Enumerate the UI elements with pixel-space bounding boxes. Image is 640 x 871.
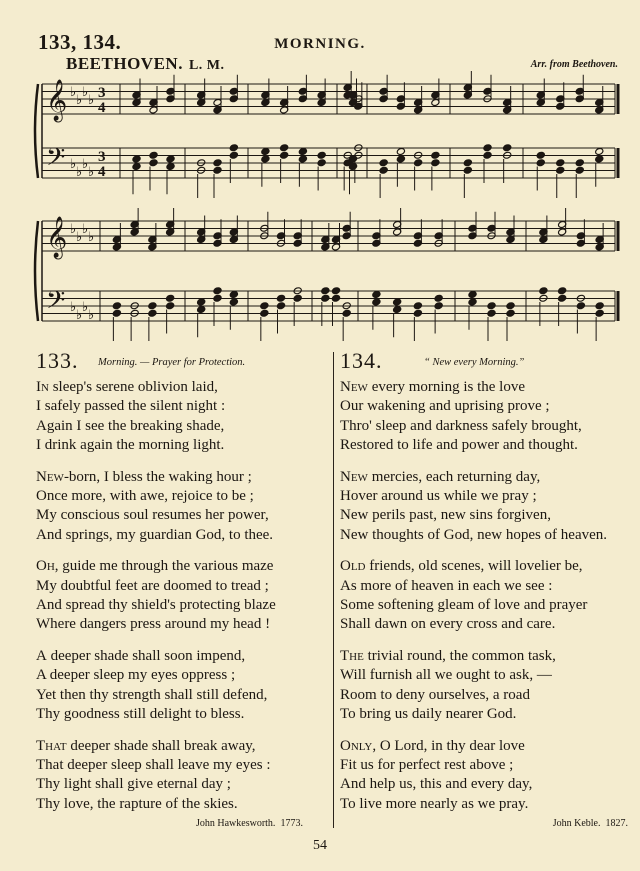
note-head [149, 159, 158, 167]
page-title: MORNING. [274, 36, 366, 52]
note-head [536, 151, 545, 159]
note-head [487, 309, 496, 317]
note-head [506, 309, 515, 317]
note-head [260, 309, 269, 317]
brace [35, 221, 38, 321]
sheet-music [0, 0, 640, 345]
verse-line: Yet then thy strength shall still defend, [36, 686, 268, 703]
hymn-caption: Morning. — Prayer for Protection. [98, 357, 246, 368]
note-head [213, 159, 222, 167]
note-head [506, 302, 515, 310]
flat-icon: ♭ [70, 85, 77, 100]
bass-clef-icon: 𝄢 [46, 143, 66, 178]
tune-name: BEETHOVEN. [66, 54, 183, 73]
author-hymn-134 [553, 818, 628, 829]
verse-line: Shall dawn on every cross and care. [340, 616, 556, 633]
note-head [229, 151, 238, 159]
flat-icon: ♭ [76, 93, 83, 108]
note-head [413, 302, 422, 310]
author-hymn-133 [196, 818, 303, 829]
note-head [393, 298, 402, 306]
note-head [149, 151, 158, 159]
initial-word: Oh [36, 558, 55, 575]
stanza [36, 737, 326, 815]
verse-line: Room to deny ourselves, a road [340, 686, 530, 703]
initial-word: New [36, 468, 64, 485]
author-year: 1773. [280, 818, 303, 829]
verse-line: To bring us daily nearer God. [340, 706, 517, 723]
note-head [431, 159, 440, 167]
note-head [575, 159, 584, 167]
verse-line: My conscious soul resumes her power, [36, 507, 269, 524]
flat-icon: ♭ [82, 222, 89, 237]
bass-clef-icon: 𝄢 [46, 286, 66, 321]
hymn-number: 134. [340, 348, 383, 373]
note-head [556, 159, 565, 167]
initial-word: Only [340, 737, 373, 754]
note-head [372, 291, 381, 299]
verse-line: New mercies, each returning day, [340, 468, 541, 485]
note-head [261, 155, 270, 163]
flat-icon: ♭ [76, 230, 83, 245]
note-head [539, 287, 548, 295]
note-head [276, 302, 285, 310]
flat-icon: ♭ [82, 157, 89, 172]
flat-icon: ♭ [76, 308, 83, 323]
verse-line: I safely passed the silent night : [36, 398, 226, 415]
verse-line: Our wakening and uprising prove ; [340, 398, 550, 415]
note-head [396, 148, 405, 156]
author-name: John Hawkesworth. [196, 818, 276, 829]
stanza [36, 468, 326, 546]
arranger: Arr. from Beethoven. [530, 59, 618, 70]
hymn-caption: “ New every Morning.” [424, 357, 525, 368]
hymn-134 [340, 348, 632, 826]
verse-line: Thro' sleep and darkness safely brought, [340, 417, 582, 434]
verse-line: Old friends, old scenes, will lovelier be, [340, 558, 583, 575]
verse-line: Again I see the breaking shade, [36, 417, 225, 434]
note-head [213, 166, 222, 174]
verse-line: Thy love, the rapture of the skies. [36, 795, 238, 812]
verse-line: New thoughts of God, new hopes of heaven. [340, 526, 608, 543]
stanza [340, 468, 632, 546]
verse-line: Once more, with awe, rejoice to be ; [36, 488, 254, 505]
note-head [213, 287, 222, 295]
flat-icon: ♭ [88, 230, 95, 245]
verse-line: And springs, my guardian God, to thee. [36, 526, 274, 543]
note-head [148, 309, 157, 317]
verse-line: Oh, guide me through the various maze [36, 558, 274, 575]
verse-line: Fit us for perfect rest above ; [340, 756, 514, 773]
verse-line: That deeper sleep shall leave my eyes : [36, 756, 271, 773]
flat-icon: ♭ [88, 308, 95, 323]
note-head [229, 298, 238, 306]
note-head [317, 151, 326, 159]
note-head [321, 294, 330, 302]
time-signature: 4 [98, 164, 106, 180]
hymn-heading [36, 348, 326, 378]
stanza [36, 378, 326, 456]
note-head [331, 287, 340, 295]
stanza [340, 737, 632, 815]
note-head [229, 291, 238, 299]
author-name: John Keble. [552, 818, 601, 829]
note-head [317, 159, 326, 167]
note-head [483, 151, 492, 159]
stanza [36, 647, 326, 725]
tune-meter: L. M. [188, 58, 225, 73]
page-number: 54 [313, 838, 327, 853]
note-head [298, 155, 307, 163]
verse-line: New perils past, new sins forgiven, [340, 507, 551, 524]
note-head [166, 302, 175, 310]
note-head [298, 148, 307, 156]
verse-line: That deeper shade shall break away, [36, 737, 256, 754]
note-head [213, 294, 222, 302]
verse-line: A deeper shade shall soon impend, [36, 647, 246, 664]
note-head [197, 298, 206, 306]
hymn-heading [340, 348, 632, 378]
note-head [434, 302, 443, 310]
note-head [379, 166, 388, 174]
note-head [468, 298, 477, 306]
verse-line: Hover around us while we pray ; [340, 488, 537, 505]
note-head [261, 148, 270, 156]
note-head [396, 155, 405, 163]
note-head [342, 309, 351, 317]
note-head [595, 155, 604, 163]
verse-line: New-born, I bless the waking hour ; [36, 468, 252, 485]
initial-word: New [340, 379, 368, 395]
note-head [413, 309, 422, 317]
time-signature: 4 [98, 100, 106, 116]
stanza [340, 557, 632, 635]
flat-icon: ♭ [88, 93, 95, 108]
note-head [595, 148, 604, 156]
verse-line: Will furnish all we ought to ask, — [340, 667, 552, 684]
flat-icon: ♭ [88, 165, 95, 180]
note-head [197, 306, 206, 314]
note-head [463, 159, 472, 167]
note-head [229, 144, 238, 152]
note-head [595, 309, 604, 317]
verse-line: Thy goodness still delight to bless. [36, 706, 245, 723]
stanza [340, 647, 632, 725]
note-head [148, 302, 157, 310]
note-head [372, 298, 381, 306]
initial-word: Old [340, 558, 366, 575]
initial-word: A [36, 647, 47, 664]
verse-line: The trivial round, the common task, [340, 647, 556, 664]
note-head [468, 291, 477, 299]
flat-icon: ♭ [82, 300, 89, 315]
note-head [166, 163, 175, 171]
note-head [487, 302, 496, 310]
verse-line: I drink again the morning light. [36, 437, 225, 454]
verse-line: Where dangers press around my head ! [36, 616, 271, 633]
note-head [558, 294, 567, 302]
verse-line: Thy light shall give eternal day ; [36, 776, 231, 793]
hymn-number: 133. [36, 348, 79, 373]
note-head [112, 309, 121, 317]
note-head [276, 294, 285, 302]
note-head [503, 144, 512, 152]
note-head [280, 151, 289, 159]
note-head [558, 287, 567, 295]
verse-line: My doubtful feet are doomed to tread ; [36, 577, 269, 594]
flat-icon: ♭ [70, 300, 77, 315]
verse-line: To live more nearly as we pray. [340, 795, 529, 812]
note-head [536, 159, 545, 167]
hymn-133 [36, 348, 326, 826]
time-signature: 3 [98, 149, 106, 165]
author-year: 1827. [605, 818, 628, 829]
note-head [348, 155, 357, 163]
note-head [293, 294, 302, 302]
verse-line: As more of heaven in each we see : [340, 577, 553, 594]
note-head [483, 144, 492, 152]
note-head [576, 302, 585, 310]
time-signature: 3 [98, 85, 106, 101]
brace [35, 84, 38, 178]
note-head [331, 294, 340, 302]
note-head [414, 159, 423, 167]
initial-word: The [340, 647, 364, 664]
note-head [595, 302, 604, 310]
note-head [132, 155, 141, 163]
stanza [36, 557, 326, 635]
initial-word: New [340, 468, 368, 485]
treble-clef-icon: 𝄞 [46, 80, 68, 121]
verse-line: Only, O Lord, in thy dear love [340, 737, 525, 754]
initial-word: That [36, 737, 67, 754]
note-head [393, 306, 402, 314]
note-head [556, 166, 565, 174]
flat-icon: ♭ [82, 85, 89, 100]
note-head [166, 155, 175, 163]
verse-line: In sleep's serene oblivion laid, [36, 379, 218, 395]
verse-line: And help us, this and every day, [340, 776, 533, 793]
note-head [260, 302, 269, 310]
verse-line: New every morning is the love [340, 379, 525, 395]
verse-line: Some softening gleam of love and prayer [340, 597, 588, 614]
note-head [575, 166, 584, 174]
verse-line: A deeper sleep my eyes oppress ; [36, 667, 236, 684]
treble-clef-icon: 𝄞 [46, 217, 68, 258]
verse-line: Restored to life and power and thought. [340, 437, 578, 454]
note-head [280, 144, 289, 152]
stanza [340, 378, 632, 456]
note-head [132, 163, 141, 171]
note-head [166, 294, 175, 302]
note-head [321, 287, 330, 295]
note-head [431, 151, 440, 159]
flat-icon: ♭ [70, 222, 77, 237]
note-head [434, 294, 443, 302]
note-head [463, 166, 472, 174]
note-head [112, 302, 121, 310]
flat-icon: ♭ [76, 165, 83, 180]
hymn-numbers: 133, 134. [38, 30, 122, 54]
flat-icon: ♭ [70, 157, 77, 172]
note-head [379, 159, 388, 167]
column-divider [333, 352, 334, 828]
verse-line: And spread thy shield's protecting blaze [36, 597, 276, 614]
initial-word: In [36, 379, 49, 395]
